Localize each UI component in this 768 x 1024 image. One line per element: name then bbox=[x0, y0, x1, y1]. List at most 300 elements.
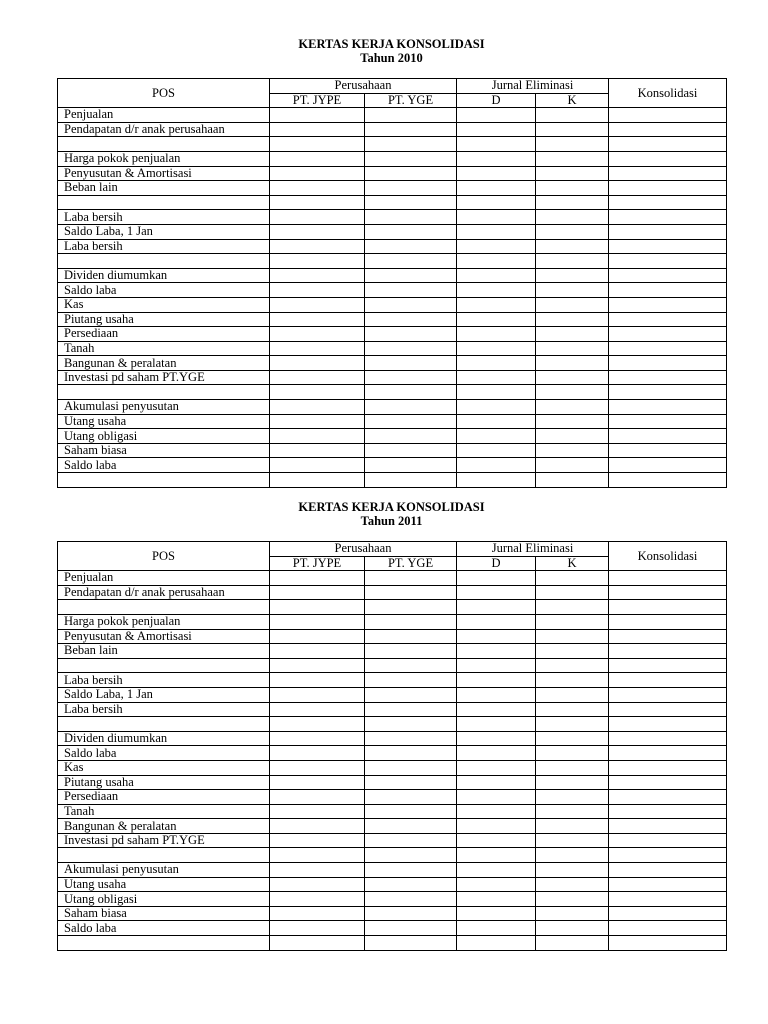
konsolidasi-cell bbox=[609, 385, 727, 400]
pt-jype-cell bbox=[270, 921, 365, 936]
debit-cell bbox=[457, 760, 536, 775]
pt-jype-cell bbox=[270, 341, 365, 356]
konsolidasi-cell bbox=[609, 224, 727, 239]
debit-cell bbox=[457, 673, 536, 688]
kredit-cell bbox=[536, 195, 609, 210]
kredit-cell bbox=[536, 790, 609, 805]
table-row bbox=[58, 848, 727, 863]
konsolidasi-cell bbox=[609, 585, 727, 600]
table-row bbox=[58, 283, 727, 298]
pt-yge-cell bbox=[365, 327, 457, 342]
pt-yge-cell bbox=[365, 644, 457, 659]
debit-cell bbox=[457, 585, 536, 600]
table-row bbox=[58, 614, 727, 629]
worksheet-2011 bbox=[57, 500, 726, 951]
pt-jype-cell bbox=[270, 458, 365, 473]
table-body bbox=[58, 108, 727, 487]
pt-yge-cell bbox=[365, 473, 457, 488]
pt-yge-cell bbox=[365, 673, 457, 688]
debit-cell bbox=[457, 195, 536, 210]
kredit-cell bbox=[536, 687, 609, 702]
kredit-cell bbox=[536, 892, 609, 907]
header-konsolidasi: Konsolidasi bbox=[609, 79, 727, 108]
pt-jype-cell bbox=[270, 443, 365, 458]
pt-jype-cell bbox=[270, 268, 365, 283]
row-label: Dividen diumumkan bbox=[58, 731, 270, 746]
debit-cell bbox=[457, 600, 536, 615]
kredit-cell bbox=[536, 717, 609, 732]
pt-yge-cell bbox=[365, 877, 457, 892]
table-row bbox=[58, 717, 727, 732]
table-row bbox=[58, 254, 727, 269]
table-row bbox=[58, 122, 727, 137]
row-label: Laba bersih bbox=[58, 673, 270, 688]
debit-cell bbox=[457, 717, 536, 732]
pt-yge-cell bbox=[365, 224, 457, 239]
row-label bbox=[58, 717, 270, 732]
konsolidasi-cell bbox=[609, 687, 727, 702]
kredit-cell bbox=[536, 210, 609, 225]
pt-yge-cell bbox=[365, 658, 457, 673]
pt-yge-cell bbox=[365, 122, 457, 137]
row-label: Persediaan bbox=[58, 790, 270, 805]
table-row bbox=[58, 892, 727, 907]
table-row bbox=[58, 746, 727, 761]
table-row bbox=[58, 936, 727, 951]
pt-jype-cell bbox=[270, 775, 365, 790]
pt-jype-cell bbox=[270, 400, 365, 415]
debit-cell bbox=[457, 429, 536, 444]
pt-jype-cell bbox=[270, 122, 365, 137]
pt-yge-cell bbox=[365, 571, 457, 586]
konsolidasi-cell bbox=[609, 370, 727, 385]
header-perusahaan: Perusahaan bbox=[270, 542, 457, 557]
table-row bbox=[58, 702, 727, 717]
table-row bbox=[58, 644, 727, 659]
table-row bbox=[58, 443, 727, 458]
kredit-cell bbox=[536, 341, 609, 356]
kredit-cell bbox=[536, 702, 609, 717]
consolidation-table bbox=[57, 541, 727, 951]
pt-jype-cell bbox=[270, 687, 365, 702]
pt-jype-cell bbox=[270, 702, 365, 717]
konsolidasi-cell bbox=[609, 458, 727, 473]
pt-yge-cell bbox=[365, 297, 457, 312]
pt-jype-cell bbox=[270, 166, 365, 181]
row-label: Investasi pd saham PT.YGE bbox=[58, 370, 270, 385]
konsolidasi-cell bbox=[609, 312, 727, 327]
pt-jype-cell bbox=[270, 254, 365, 269]
pt-jype-cell bbox=[270, 906, 365, 921]
table-row bbox=[58, 473, 727, 488]
kredit-cell bbox=[536, 760, 609, 775]
debit-cell bbox=[457, 151, 536, 166]
pt-jype-cell bbox=[270, 151, 365, 166]
kredit-cell bbox=[536, 400, 609, 415]
row-label: Saham biasa bbox=[58, 443, 270, 458]
pt-yge-cell bbox=[365, 614, 457, 629]
debit-cell bbox=[457, 790, 536, 805]
konsolidasi-cell bbox=[609, 195, 727, 210]
kredit-cell bbox=[536, 327, 609, 342]
table-row bbox=[58, 224, 727, 239]
debit-cell bbox=[457, 892, 536, 907]
debit-cell bbox=[457, 327, 536, 342]
pt-yge-cell bbox=[365, 892, 457, 907]
row-label: Tanah bbox=[58, 341, 270, 356]
debit-cell bbox=[457, 848, 536, 863]
pt-jype-cell bbox=[270, 137, 365, 152]
konsolidasi-cell bbox=[609, 921, 727, 936]
pt-yge-cell bbox=[365, 790, 457, 805]
kredit-cell bbox=[536, 443, 609, 458]
table-row bbox=[58, 356, 727, 371]
row-label: Saldo laba bbox=[58, 921, 270, 936]
header-jurnal-eliminasi: Jurnal Eliminasi bbox=[457, 79, 609, 94]
konsolidasi-cell bbox=[609, 122, 727, 137]
konsolidasi-cell bbox=[609, 614, 727, 629]
kredit-cell bbox=[536, 906, 609, 921]
debit-cell bbox=[457, 356, 536, 371]
pt-jype-cell bbox=[270, 108, 365, 123]
konsolidasi-cell bbox=[609, 210, 727, 225]
row-label: Tanah bbox=[58, 804, 270, 819]
row-label: Bangunan & peralatan bbox=[58, 819, 270, 834]
pt-jype-cell bbox=[270, 760, 365, 775]
table-row bbox=[58, 239, 727, 254]
debit-cell bbox=[457, 122, 536, 137]
header-debit: D bbox=[457, 93, 536, 108]
pt-jype-cell bbox=[270, 195, 365, 210]
kredit-cell bbox=[536, 804, 609, 819]
row-label: Saham biasa bbox=[58, 906, 270, 921]
header-kredit: K bbox=[536, 556, 609, 571]
debit-cell bbox=[457, 370, 536, 385]
row-label bbox=[58, 848, 270, 863]
konsolidasi-cell bbox=[609, 600, 727, 615]
konsolidasi-cell bbox=[609, 775, 727, 790]
pt-yge-cell bbox=[365, 921, 457, 936]
konsolidasi-cell bbox=[609, 892, 727, 907]
header-perusahaan: Perusahaan bbox=[270, 79, 457, 94]
konsolidasi-cell bbox=[609, 268, 727, 283]
debit-cell bbox=[457, 239, 536, 254]
header-pt-jype: PT. JYPE bbox=[270, 556, 365, 571]
table-row bbox=[58, 458, 727, 473]
konsolidasi-cell bbox=[609, 254, 727, 269]
kredit-cell bbox=[536, 181, 609, 196]
kredit-cell bbox=[536, 370, 609, 385]
kredit-cell bbox=[536, 819, 609, 834]
pt-jype-cell bbox=[270, 833, 365, 848]
table-row bbox=[58, 312, 727, 327]
table-row bbox=[58, 400, 727, 415]
row-label: Akumulasi penyusutan bbox=[58, 400, 270, 415]
debit-cell bbox=[457, 819, 536, 834]
debit-cell bbox=[457, 614, 536, 629]
row-label: Pendapatan d/r anak perusahaan bbox=[58, 122, 270, 137]
kredit-cell bbox=[536, 658, 609, 673]
konsolidasi-cell bbox=[609, 629, 727, 644]
konsolidasi-cell bbox=[609, 429, 727, 444]
debit-cell bbox=[457, 936, 536, 951]
row-label: Harga pokok penjualan bbox=[58, 151, 270, 166]
konsolidasi-cell bbox=[609, 356, 727, 371]
row-label: Penjualan bbox=[58, 108, 270, 123]
pt-yge-cell bbox=[365, 702, 457, 717]
pt-yge-cell bbox=[365, 166, 457, 181]
debit-cell bbox=[457, 254, 536, 269]
kredit-cell bbox=[536, 600, 609, 615]
kredit-cell bbox=[536, 166, 609, 181]
row-label: Penyusutan & Amortisasi bbox=[58, 629, 270, 644]
debit-cell bbox=[457, 629, 536, 644]
debit-cell bbox=[457, 877, 536, 892]
kredit-cell bbox=[536, 571, 609, 586]
kredit-cell bbox=[536, 746, 609, 761]
konsolidasi-cell bbox=[609, 658, 727, 673]
kredit-cell bbox=[536, 877, 609, 892]
pt-yge-cell bbox=[365, 385, 457, 400]
debit-cell bbox=[457, 458, 536, 473]
row-label bbox=[58, 137, 270, 152]
pt-yge-cell bbox=[365, 629, 457, 644]
pt-jype-cell bbox=[270, 429, 365, 444]
konsolidasi-cell bbox=[609, 804, 727, 819]
pt-yge-cell bbox=[365, 746, 457, 761]
kredit-cell bbox=[536, 936, 609, 951]
row-label: Beban lain bbox=[58, 181, 270, 196]
header-jurnal-eliminasi: Jurnal Eliminasi bbox=[457, 542, 609, 557]
pt-yge-cell bbox=[365, 717, 457, 732]
pt-yge-cell bbox=[365, 283, 457, 298]
konsolidasi-cell bbox=[609, 239, 727, 254]
pt-jype-cell bbox=[270, 571, 365, 586]
table-row bbox=[58, 108, 727, 123]
debit-cell bbox=[457, 224, 536, 239]
konsolidasi-cell bbox=[609, 848, 727, 863]
pt-jype-cell bbox=[270, 356, 365, 371]
table-body bbox=[58, 571, 727, 950]
kredit-cell bbox=[536, 429, 609, 444]
row-label bbox=[58, 473, 270, 488]
pt-yge-cell bbox=[365, 370, 457, 385]
pt-yge-cell bbox=[365, 687, 457, 702]
konsolidasi-cell bbox=[609, 297, 727, 312]
pt-yge-cell bbox=[365, 414, 457, 429]
header-debit: D bbox=[457, 556, 536, 571]
table-row bbox=[58, 268, 727, 283]
kredit-cell bbox=[536, 385, 609, 400]
table-row bbox=[58, 833, 727, 848]
table-row bbox=[58, 863, 727, 878]
table-row bbox=[58, 585, 727, 600]
pt-yge-cell bbox=[365, 443, 457, 458]
debit-cell bbox=[457, 906, 536, 921]
worksheet-title: KERTAS KERJA KONSOLIDASI bbox=[298, 37, 485, 51]
debit-cell bbox=[457, 297, 536, 312]
row-label bbox=[58, 254, 270, 269]
debit-cell bbox=[457, 283, 536, 298]
row-label: Persediaan bbox=[58, 327, 270, 342]
row-label: Penjualan bbox=[58, 571, 270, 586]
konsolidasi-cell bbox=[609, 760, 727, 775]
pt-jype-cell bbox=[270, 892, 365, 907]
row-label: Saldo Laba, 1 Jan bbox=[58, 224, 270, 239]
header-pt-yge: PT. YGE bbox=[365, 556, 457, 571]
pt-yge-cell bbox=[365, 254, 457, 269]
pt-jype-cell bbox=[270, 717, 365, 732]
row-label: Penyusutan & Amortisasi bbox=[58, 166, 270, 181]
konsolidasi-cell bbox=[609, 746, 727, 761]
table-row bbox=[58, 921, 727, 936]
pt-jype-cell bbox=[270, 224, 365, 239]
row-label: Laba bersih bbox=[58, 239, 270, 254]
debit-cell bbox=[457, 473, 536, 488]
pt-yge-cell bbox=[365, 863, 457, 878]
row-label: Piutang usaha bbox=[58, 312, 270, 327]
pt-jype-cell bbox=[270, 629, 365, 644]
pt-yge-cell bbox=[365, 600, 457, 615]
pt-jype-cell bbox=[270, 658, 365, 673]
pt-jype-cell bbox=[270, 819, 365, 834]
kredit-cell bbox=[536, 614, 609, 629]
pt-yge-cell bbox=[365, 239, 457, 254]
table-row bbox=[58, 819, 727, 834]
pt-jype-cell bbox=[270, 585, 365, 600]
konsolidasi-cell bbox=[609, 644, 727, 659]
pt-jype-cell bbox=[270, 385, 365, 400]
row-label: Akumulasi penyusutan bbox=[58, 863, 270, 878]
konsolidasi-cell bbox=[609, 400, 727, 415]
table-row bbox=[58, 327, 727, 342]
kredit-cell bbox=[536, 731, 609, 746]
table-row bbox=[58, 906, 727, 921]
konsolidasi-cell bbox=[609, 108, 727, 123]
row-label: Bangunan & peralatan bbox=[58, 356, 270, 371]
pt-jype-cell bbox=[270, 283, 365, 298]
konsolidasi-cell bbox=[609, 790, 727, 805]
kredit-cell bbox=[536, 848, 609, 863]
debit-cell bbox=[457, 775, 536, 790]
konsolidasi-cell bbox=[609, 702, 727, 717]
konsolidasi-cell bbox=[609, 473, 727, 488]
pt-jype-cell bbox=[270, 863, 365, 878]
pt-jype-cell bbox=[270, 239, 365, 254]
table-row bbox=[58, 166, 727, 181]
table-row bbox=[58, 429, 727, 444]
konsolidasi-cell bbox=[609, 181, 727, 196]
konsolidasi-cell bbox=[609, 341, 727, 356]
pt-yge-cell bbox=[365, 210, 457, 225]
consolidation-table bbox=[57, 78, 727, 488]
table-row bbox=[58, 181, 727, 196]
header-pos: POS bbox=[58, 542, 270, 571]
konsolidasi-cell bbox=[609, 151, 727, 166]
table-row bbox=[58, 600, 727, 615]
pt-jype-cell bbox=[270, 297, 365, 312]
pt-yge-cell bbox=[365, 775, 457, 790]
table-row bbox=[58, 804, 727, 819]
header-kredit: K bbox=[536, 93, 609, 108]
table-row bbox=[58, 673, 727, 688]
konsolidasi-cell bbox=[609, 833, 727, 848]
debit-cell bbox=[457, 181, 536, 196]
pt-yge-cell bbox=[365, 268, 457, 283]
pt-yge-cell bbox=[365, 341, 457, 356]
pt-jype-cell bbox=[270, 936, 365, 951]
table-row bbox=[58, 297, 727, 312]
pt-yge-cell bbox=[365, 151, 457, 166]
table-row bbox=[58, 341, 727, 356]
debit-cell bbox=[457, 385, 536, 400]
table-row bbox=[58, 414, 727, 429]
konsolidasi-cell bbox=[609, 166, 727, 181]
pt-yge-cell bbox=[365, 731, 457, 746]
konsolidasi-cell bbox=[609, 819, 727, 834]
debit-cell bbox=[457, 644, 536, 659]
header-row-top bbox=[58, 542, 727, 557]
row-label: Utang obligasi bbox=[58, 892, 270, 907]
pt-yge-cell bbox=[365, 819, 457, 834]
row-label bbox=[58, 658, 270, 673]
table-row bbox=[58, 775, 727, 790]
worksheet-year: Tahun 2011 bbox=[360, 514, 423, 528]
debit-cell bbox=[457, 702, 536, 717]
header-pt-jype: PT. JYPE bbox=[270, 93, 365, 108]
kredit-cell bbox=[536, 312, 609, 327]
table-row bbox=[58, 385, 727, 400]
table-row bbox=[58, 151, 727, 166]
pt-jype-cell bbox=[270, 614, 365, 629]
pt-jype-cell bbox=[270, 414, 365, 429]
row-label: Beban lain bbox=[58, 644, 270, 659]
kredit-cell bbox=[536, 224, 609, 239]
pt-jype-cell bbox=[270, 746, 365, 761]
konsolidasi-cell bbox=[609, 571, 727, 586]
kredit-cell bbox=[536, 921, 609, 936]
konsolidasi-cell bbox=[609, 327, 727, 342]
table-row bbox=[58, 137, 727, 152]
kredit-cell bbox=[536, 673, 609, 688]
debit-cell bbox=[457, 414, 536, 429]
kredit-cell bbox=[536, 297, 609, 312]
konsolidasi-cell bbox=[609, 283, 727, 298]
header-pos: POS bbox=[58, 79, 270, 108]
debit-cell bbox=[457, 921, 536, 936]
kredit-cell bbox=[536, 644, 609, 659]
table-row bbox=[58, 731, 727, 746]
pt-yge-cell bbox=[365, 833, 457, 848]
debit-cell bbox=[457, 833, 536, 848]
header-row-top bbox=[58, 79, 727, 94]
table-row bbox=[58, 195, 727, 210]
pt-yge-cell bbox=[365, 108, 457, 123]
kredit-cell bbox=[536, 268, 609, 283]
kredit-cell bbox=[536, 151, 609, 166]
pt-yge-cell bbox=[365, 312, 457, 327]
row-label: Kas bbox=[58, 297, 270, 312]
worksheet-year: Tahun 2010 bbox=[360, 51, 423, 65]
row-label: Utang usaha bbox=[58, 877, 270, 892]
pt-jype-cell bbox=[270, 210, 365, 225]
konsolidasi-cell bbox=[609, 717, 727, 732]
pt-yge-cell bbox=[365, 848, 457, 863]
debit-cell bbox=[457, 804, 536, 819]
konsolidasi-cell bbox=[609, 673, 727, 688]
kredit-cell bbox=[536, 863, 609, 878]
row-label bbox=[58, 195, 270, 210]
